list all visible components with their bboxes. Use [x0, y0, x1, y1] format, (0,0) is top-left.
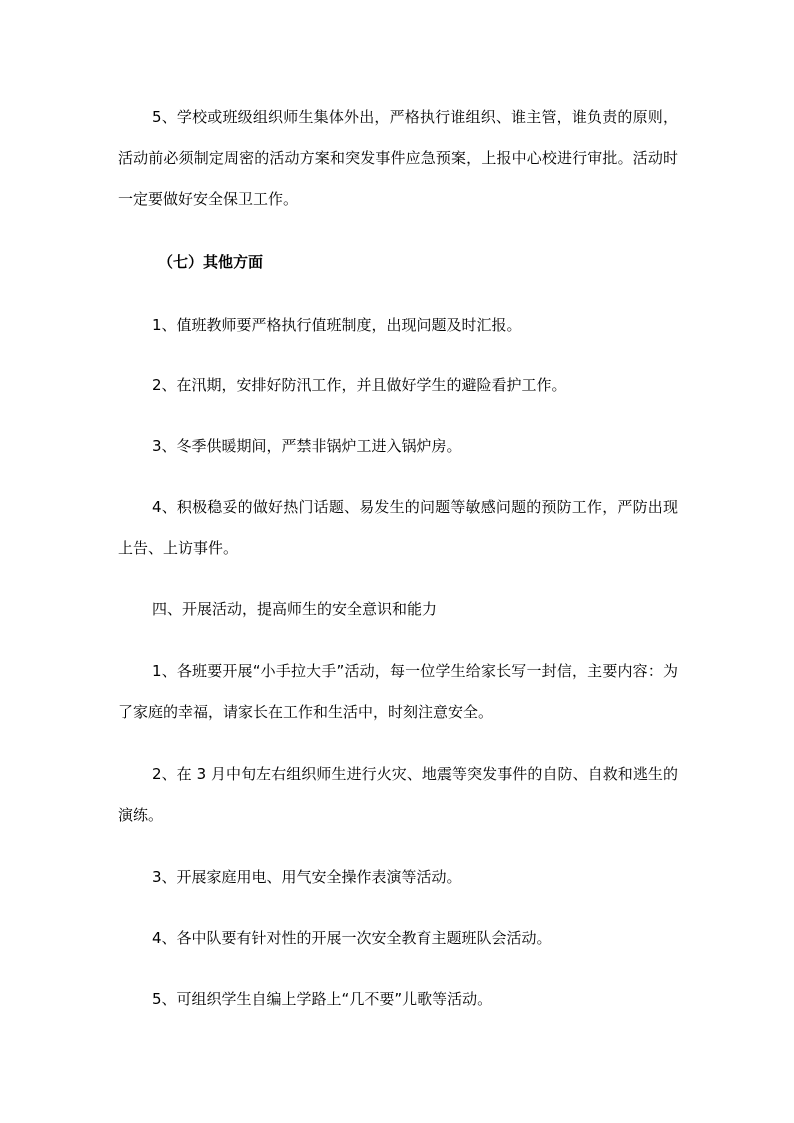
section-heading-other: （七）其他方面 — [158, 253, 264, 271]
paragraph-drill: 2、在 3 月中旬左右组织师生进行火灾、地震等突发事件的自防、自救和逃生的演练。 — [118, 765, 678, 824]
paragraph-nursery-rhyme: 5、可组织学生自编上学路上“几不要”儿歌等活动。 — [152, 990, 493, 1008]
paragraph-duty-teacher: 1、值班教师要严格执行值班制度，出现问题及时汇报。 — [152, 316, 522, 334]
section-heading-activities: 四、开展活动，提高师生的安全意识和能力 — [152, 600, 438, 618]
paragraph-flood-season: 2、在汛期，安排好防汛工作，并且做好学生的避险看护工作。 — [152, 376, 567, 394]
paragraph-class-meeting: 4、各中队要有针对性的开展一次安全教育主题班队会活动。 — [152, 929, 552, 947]
paragraph-home-safety: 3、开展家庭用电、用气安全操作表演等活动。 — [152, 868, 462, 886]
paragraph-letter-activity: 1、各班要开展“小手拉大手”活动，每一位学生给家长写一封信，主要内容：为了家庭的幸福，请家长在工作和生活中，时刻注意安全。 — [118, 662, 678, 721]
paragraph-winter-heating: 3、冬季供暖期间，严禁非锅炉工进入锅炉房。 — [152, 437, 462, 455]
paragraph-sensitive-issues: 4、积极稳妥的做好热门话题、易发生的问题等敏感问题的预防工作，严防出现上告、上访事件。 — [118, 498, 678, 557]
paragraph-outing-rule: 5、学校或班级组织师生集体外出，严格执行谁组织、谁主管，谁负责的原则，活动前必须制定周密的活动方案和突发事件应急预案，上报中心校进行审批。活动时一定要做好安全保卫工作。 — [118, 108, 678, 208]
